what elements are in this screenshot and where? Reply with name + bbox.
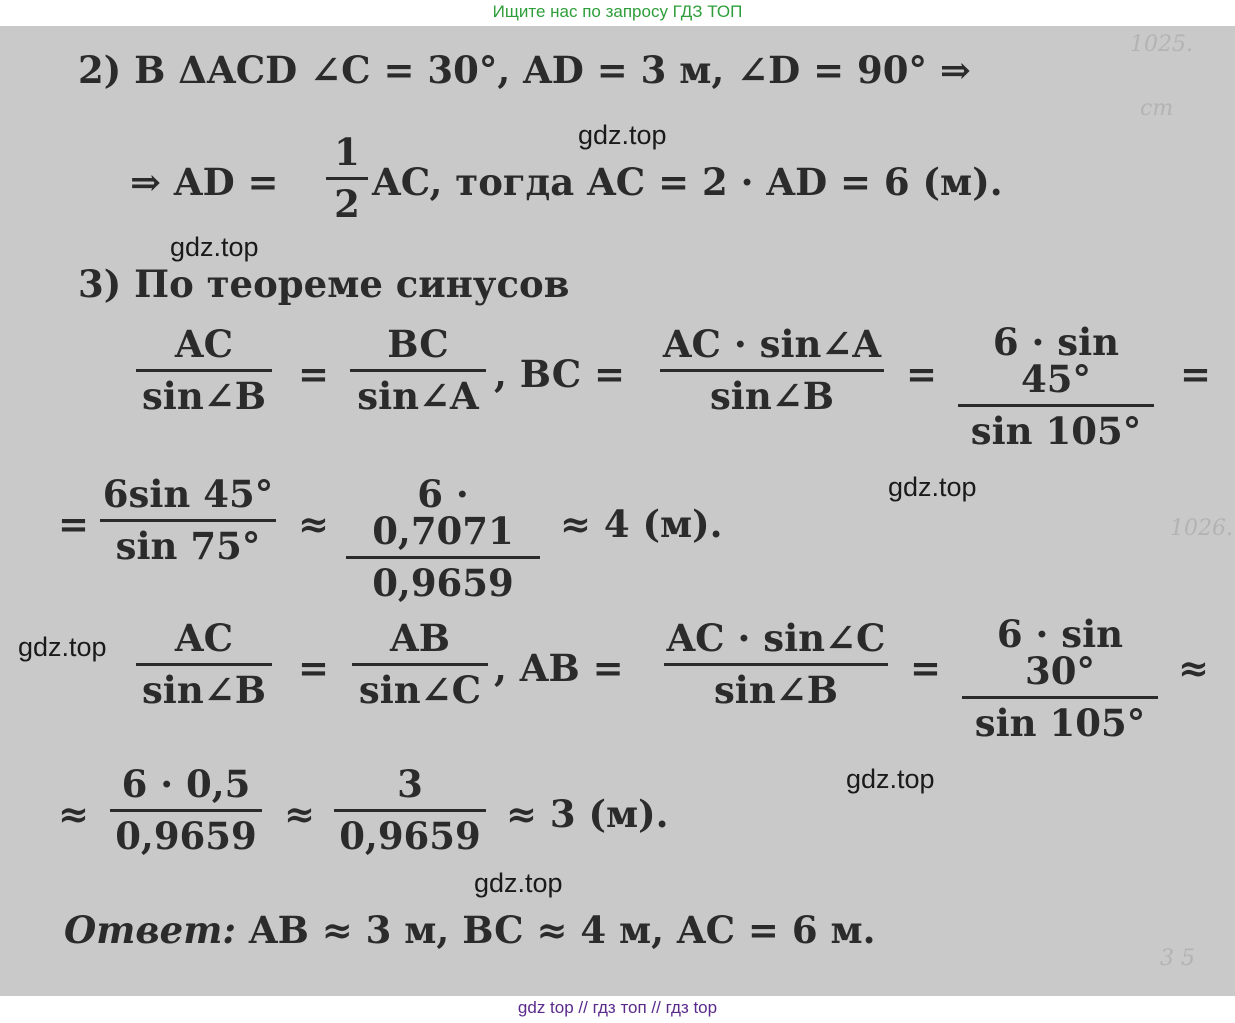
eq2-frac-numeric (346, 472, 540, 605)
watermark: gdz.top (846, 764, 935, 794)
fraction-numerator: 1 (334, 130, 360, 174)
eq3-equals: = (298, 646, 330, 690)
top-banner[interactable] (0, 0, 1235, 26)
eq1-frac-ac-over-sinb (136, 322, 272, 418)
fraction-numerator: 6sin 45° (102, 472, 274, 516)
fraction-numerator: 3 (397, 762, 423, 806)
fraction-denominator: sin 105° (970, 409, 1142, 453)
fraction-numerator: 6 · 0,7071 (372, 472, 514, 553)
eq4-lead: ≈ (58, 792, 90, 836)
fraction-denominator: sin∠B (709, 374, 835, 418)
step-2-line: 2) В ΔACD ∠C = 30°, AD = 3 м, ∠D = 90° ⇒ (78, 48, 971, 92)
eq1-frac-bc-over-sina (350, 322, 486, 418)
fraction-denominator: 0,9659 (115, 814, 257, 858)
fraction-denominator: sin∠B (141, 668, 267, 712)
eq3-tail: ≈ (1178, 646, 1210, 690)
eq3-frac-ac-sinc-over-sinb (664, 616, 888, 712)
eq4-result: ≈ 3 (м). (506, 792, 669, 836)
fraction-numerator: 6 · sin 45° (992, 320, 1120, 401)
fraction-denominator: sin∠B (141, 374, 267, 418)
step-2-conclusion-prefix: ⇒ AD = (130, 160, 279, 204)
step-3-heading: 3) По теореме синусов (78, 262, 570, 306)
eq1-bc-equals: , BC = (494, 352, 626, 396)
eq3-equals-2: = (910, 646, 942, 690)
eq1-equals: = (298, 352, 330, 396)
eq2-frac-6sin45-over-sin75 (100, 472, 276, 568)
footer-bar[interactable] (0, 996, 1235, 1023)
answer-text: AB ≈ 3 м, BC ≈ 4 м, AC = 6 м. (248, 908, 876, 952)
fraction-numerator: 6 · 0,5 (121, 762, 251, 806)
watermark: gdz.top (170, 232, 259, 262)
fraction-numerator: AC · sin∠C (666, 616, 886, 660)
eq1-tail: = (1180, 352, 1212, 396)
fraction-denominator: sin∠C (358, 668, 482, 712)
eq4-approx: ≈ (284, 792, 316, 836)
fraction-denominator: 0,9659 (372, 561, 514, 605)
eq3-ab-equals: , AB = (494, 646, 624, 690)
footer-links[interactable]: gdz top // гдз топ // гдз top (517, 998, 718, 1017)
fraction-denominator: 2 (334, 182, 360, 226)
fraction-numerator: 6 · sin 30° (996, 612, 1124, 693)
eq4-frac-6x05-over-09659 (110, 762, 262, 858)
eq1-equals-2: = (906, 352, 938, 396)
eq4-frac-3-over-09659 (334, 762, 486, 858)
eq3-frac-6sin30-over-sin105 (962, 612, 1158, 745)
answer-label: Ответ: (64, 908, 237, 952)
watermark: gdz.top (18, 632, 107, 662)
fraction-denominator: sin 75° (115, 524, 261, 568)
eq2-lead: = (58, 502, 90, 546)
fraction-one-half (326, 130, 368, 226)
watermark: gdz.top (578, 120, 667, 150)
watermark: gdz.top (474, 868, 563, 898)
fraction-denominator: 0,9659 (339, 814, 481, 858)
fraction-numerator: BC (387, 322, 449, 366)
fraction-numerator: AC · sin∠A (662, 322, 882, 366)
eq1-frac-ac-sina-over-sinb (660, 322, 884, 418)
eq2-result: ≈ 4 (м). (560, 502, 723, 546)
step-2-conclusion-suffix: AC, тогда AC = 2 · AD = 6 (м). (372, 160, 1003, 204)
answer-line (64, 908, 876, 952)
eq3-frac-ac-over-sinb (136, 616, 272, 712)
eq2-approx: ≈ (298, 502, 330, 546)
fraction-numerator: AC (174, 322, 234, 366)
fraction-numerator: AC (174, 616, 234, 660)
fraction-denominator: sin 105° (974, 701, 1146, 745)
watermark: gdz.top (888, 472, 977, 502)
eq3-frac-ab-over-sinc (352, 616, 488, 712)
eq1-frac-6sin45-over-sin105 (958, 320, 1154, 453)
fraction-denominator: sin∠A (357, 374, 479, 418)
fraction-denominator: sin∠B (713, 668, 839, 712)
fraction-numerator: AB (390, 616, 450, 660)
scanned-page: 1025. ст 1026. 3 5 2) В ΔACD ∠C = 30°, AD = 3 м, ∠D = 90° ⇒ ⇒ AD = 1 2 AC, тогда AC = 2 · AD = 6 (м). 3) По теореме синусов AC sin∠B = BC sin∠A , BC = AC · sin∠A sin∠B = 6 · sin 45° sin 105° = = 6sin 45° sin 75° ≈ 6 · 0,7071 0,9659 ≈ 4 (м). AC sin∠B = AB sin∠C , AB = AC · sin∠C sin∠B = 6 · sin 30° sin 105° ≈ ≈ 6 · 0,5 0,9659 ≈ 3 0,9659 ≈ 3 (м). Ответ: AB ≈ 3 м, BC ≈ 4 м, AC = 6 м. gdz.top gdz.top gdz.top gdz.top gdz.top gdz.top (0, 26, 1235, 996)
banner-text[interactable]: Ищите нас по запросу ГДЗ ТОП (492, 2, 743, 21)
